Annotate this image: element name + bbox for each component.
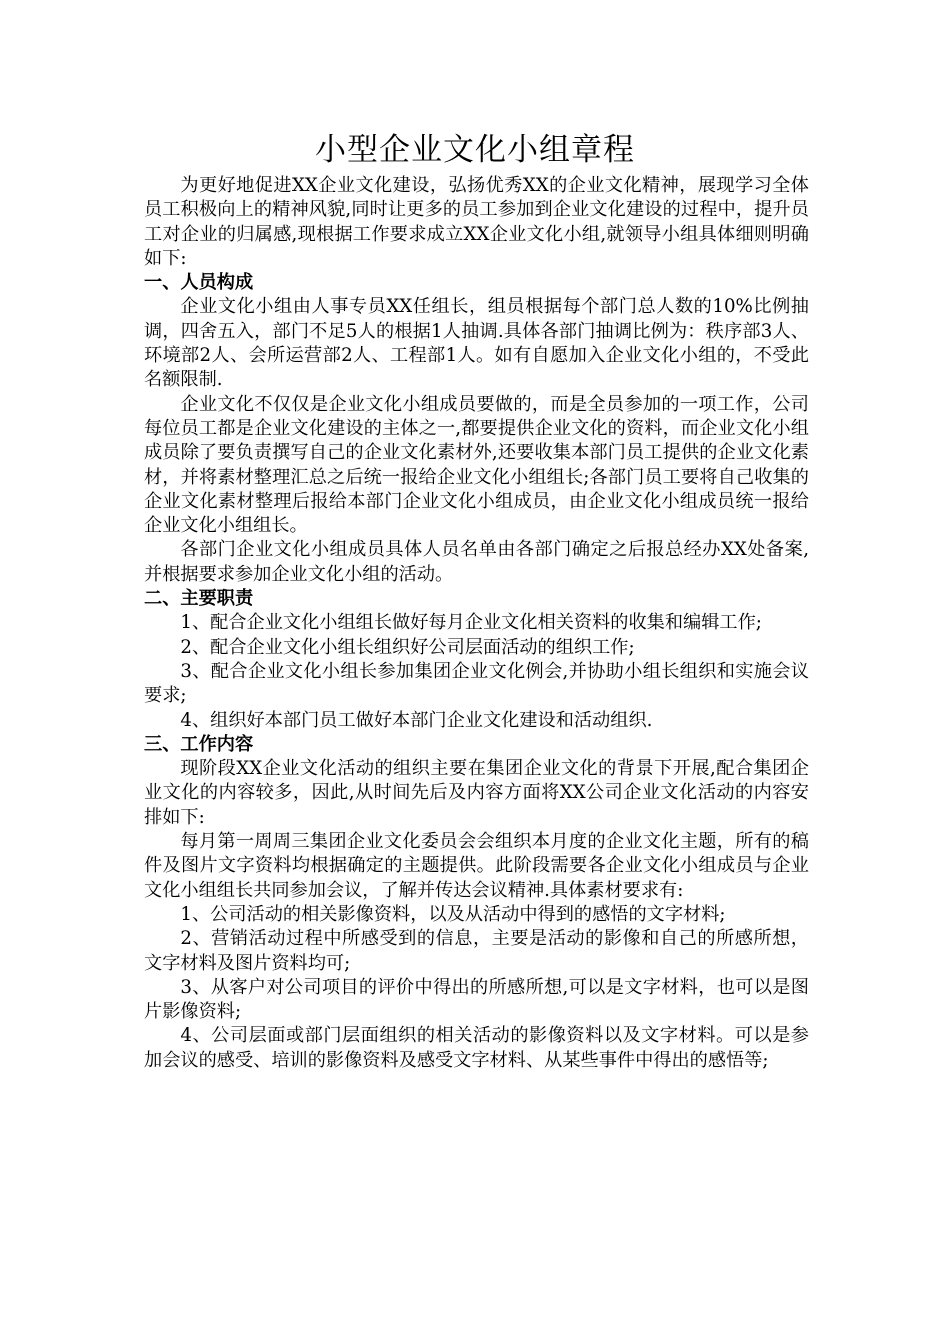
section-duties	[144, 587, 809, 733]
paragraph: 各部门企业文化小组成员具体人员名单由各部门确定之后报总经办XX处备案,并根据要求参加企业文化小组的活动。	[144, 539, 809, 585]
list-item: 2、营销活动过程中所感受到的信息，主要是活动的影像和自己的所感所想，文字材料及图片资料均可;	[144, 928, 809, 974]
section-work-content	[144, 733, 809, 1073]
intro-paragraph: 为更好地促进XX企业文化建设，弘扬优秀XX的企业文化精神，展现学习全体员工积极向上的精神风貌,同时让更多的员工参加到企业文化建设的过程中，提升员工对企业的归属感,现根据工作要求成立XX企业文化小组,就领导小组具体细则明确如下:	[144, 175, 809, 269]
list-item: 1、公司活动的相关影像资料，以及从活动中得到的感悟的文字材料;	[180, 903, 726, 925]
list-item: 4、公司层面或部门层面组织的相关活动的影像资料以及文字材料。可以是参加会议的感受、培训的影像资料及感受文字材料、从某些事件中得出的感悟等;	[144, 1025, 809, 1071]
list-item: 1、配合企业文化小组组长做好每月企业文化相关资料的收集和编辑工作;	[180, 612, 762, 634]
list-item: 4、组织好本部门员工做好本部门企业文化建设和活动组织.	[180, 709, 653, 731]
document-body	[144, 174, 809, 1073]
section-personnel	[144, 271, 809, 587]
paragraph: 现阶段XX企业文化活动的组织主要在集团企业文化的背景下开展,配合集团企业文化的内容较多，因此,从时间先后及内容方面将XX公司企业文化活动的内容安排如下:	[144, 758, 809, 828]
page-title: 小型企业文化小组章程	[315, 132, 635, 168]
paragraph: 每月第一周周三集团企业文化委员会会组织本月度的企业文化主题，所有的稿件及图片文字资料均根据确定的主题提供。此阶段需要各企业文化小组成员与企业文化小组组长共同参加会议，了解并传达会议精神.具体素材要求有:	[144, 831, 809, 901]
section-heading: 一、人员构成	[144, 272, 254, 294]
section-heading: 二、主要职责	[144, 588, 254, 610]
paragraph: 企业文化不仅仅是企业文化小组成员要做的，而是全员参加的一项工作，公司每位员工都是企业文化建设的主体之一,都要提供企业文化的资料，而企业文化小组成员除了要负责撰写自己的企业文化素材外,还要收集本部门员工提供的企业文化素材，并将素材整理汇总之后统一报给企业文化小组组长;各部门员工要将自己收集的企业文化素材整理后报给本部门企业文化小组成员，由企业文化小组成员统一报给企业文化小组组长。	[144, 393, 809, 537]
list-item: 3、配合企业文化小组长参加集团企业文化例会,并协助小组长组织和实施会议要求;	[144, 660, 809, 707]
section-heading: 三、工作内容	[144, 733, 254, 755]
list-item: 3、从客户对公司项目的评价中得出的所感所想,可以是文字材料，也可以是图片影像资料;	[144, 976, 809, 1023]
list-item: 2、配合企业文化小组长组织好公司层面活动的组织工作;	[180, 636, 635, 658]
paragraph: 企业文化小组由人事专员XX任组长，组员根据每个部门总人数的10%比例抽调，四舍五入，部门不足5人的根据1人抽调.具体各部门抽调比例为：秩序部3人、环境部2人、会所运营部2人、工程部1人。如有自愿加入企业文化小组的，不受此名额限制.	[144, 296, 809, 391]
